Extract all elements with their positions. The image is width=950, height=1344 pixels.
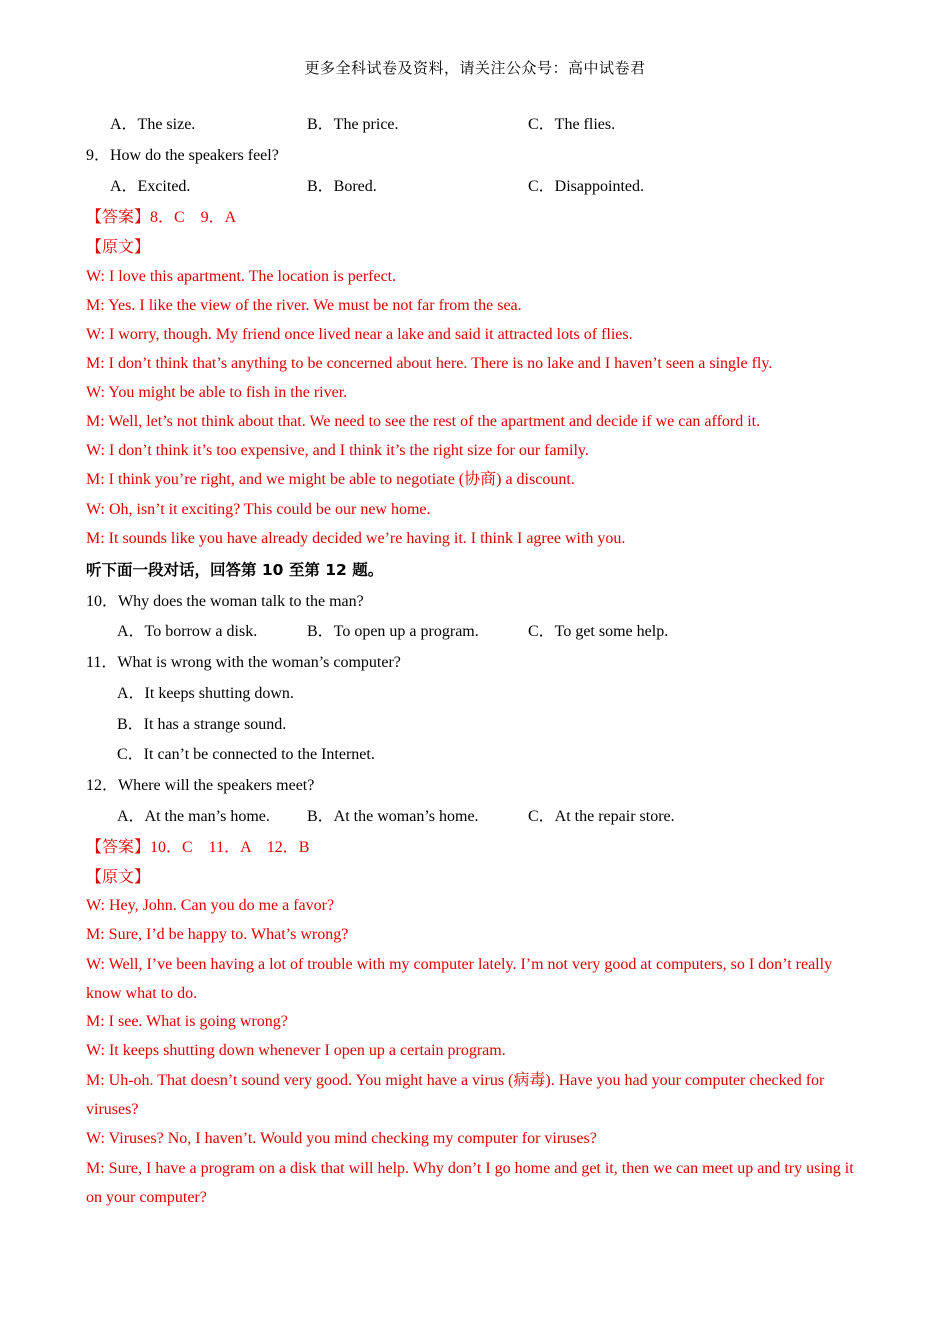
transcript2-line: M: Sure, I’d be happy to. What’s wrong? <box>86 926 349 943</box>
transcript2-line: W: Viruses? No, I haven’t. Would you mind checking my computer for viruses? <box>86 1130 597 1147</box>
q11-option-c: C．It can’t be connected to the Internet. <box>117 746 375 763</box>
q12-question: 12．Where will the speakers meet? <box>86 777 315 794</box>
q10-option-c: C．To get some help. <box>528 623 669 640</box>
q10-option-b: B．To open up a program. <box>307 623 479 640</box>
transcript1-line: M: Well, let’s not think about that. We need to see the rest of the apartment and decide if we can afford it. <box>86 413 761 430</box>
transcript2-line: M: I see. What is going wrong? <box>86 1013 288 1030</box>
transcript1-line: W: I love this apartment. The location is perfect. <box>86 268 397 285</box>
q8-option-a: A．The size. <box>110 116 196 133</box>
transcript2-line: W: Hey, John. Can you do me a favor? <box>86 897 335 914</box>
q10-question: 10．Why does the woman talk to the man? <box>86 593 364 610</box>
transcript1-line: W: I don’t think it’s too expensive, and I think it’s the right size for our family. <box>86 442 589 459</box>
transcript-label-2: 【原文】 <box>86 869 151 886</box>
transcript2-line: M: Sure, I have a program on a disk that will help. Why don’t I go home and get it, then we can meet up and try using it on your computer? <box>86 1160 854 1206</box>
transcript2-line: W: Well, I’ve been having a lot of trouble with my computer lately. I’m not very good at computers, so I don’t really know what to do. <box>86 956 833 1002</box>
page-header: 更多全科试卷及资料，请关注公众号：高中试卷君 <box>304 61 646 77</box>
q9-option-c: C．Disappointed. <box>528 178 644 195</box>
q9-option-a: A．Excited. <box>110 178 191 195</box>
answer-2: 【答案】10．C 11．A 12．B <box>86 839 310 856</box>
q11-question: 11．What is wrong with the woman’s computer? <box>86 654 401 671</box>
transcript1-line: W: I worry, though. My friend once lived near a lake and said it attracted lots of flies. <box>86 326 633 343</box>
section-title: 听下面一段对话，回答第 10 至第 12 题。 <box>86 561 384 579</box>
q12-option-b: B．At the woman’s home. <box>307 808 479 825</box>
transcript1-line: M: It sounds like you have already decided we’re having it. I think I agree with you. <box>86 530 626 547</box>
transcript2-line: W: It keeps shutting down whenever I open up a certain program. <box>86 1042 506 1059</box>
q9-question: 9．How do the speakers feel? <box>86 147 279 164</box>
transcript1-line: W: You might be able to fish in the river. <box>86 384 348 401</box>
transcript1-line: M: I think you’re right, and we might be able to negotiate (协商) a discount. <box>86 471 575 488</box>
q11-option-a: A．It keeps shutting down. <box>117 685 294 702</box>
q12-option-c: C．At the repair store. <box>528 808 675 825</box>
q8-option-b: B．The price. <box>307 116 399 133</box>
q8-option-c: C．The flies. <box>528 116 616 133</box>
q9-option-b: B．Bored. <box>307 178 377 195</box>
transcript-label-1: 【原文】 <box>86 239 151 256</box>
q12-option-a: A．At the man’s home. <box>117 808 270 825</box>
transcript1-line: M: I don’t think that’s anything to be concerned about here. There is no lake and I haven’t seen a single fly. <box>86 355 773 372</box>
q10-option-a: A．To borrow a disk. <box>117 623 258 640</box>
transcript1-line: W: Oh, isn’t it exciting? This could be our new home. <box>86 501 431 518</box>
answer-1: 【答案】8．C 9．A <box>86 209 237 226</box>
transcript1-line: M: Yes. I like the view of the river. We must be not far from the sea. <box>86 297 522 314</box>
q11-option-b: B．It has a strange sound. <box>117 716 287 733</box>
transcript2-line: M: Uh-oh. That doesn’t sound very good. You might have a virus (病毒). Have you had your computer checked for viruses? <box>86 1072 825 1118</box>
